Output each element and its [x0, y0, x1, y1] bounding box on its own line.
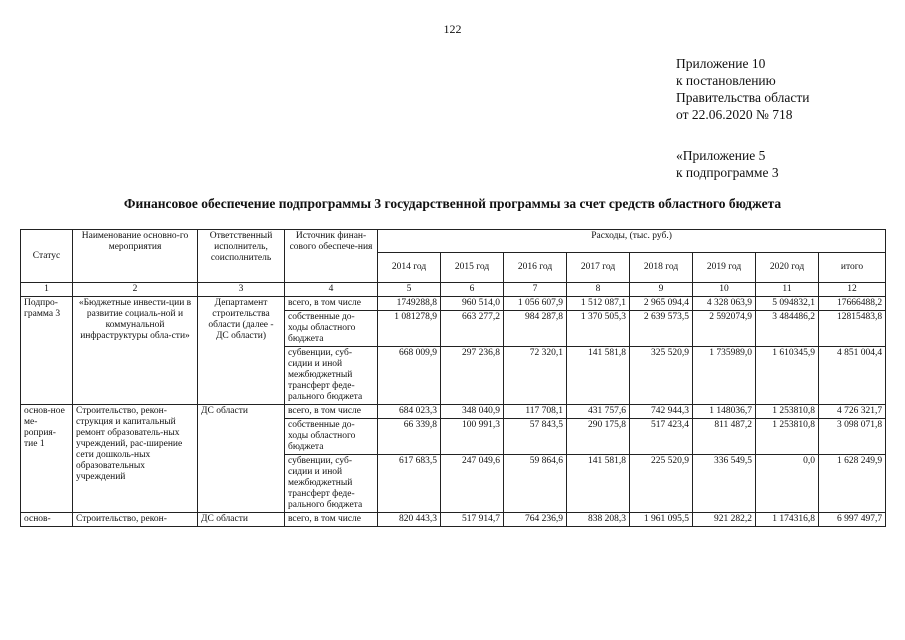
source-cell: собственные до-ходы областного бюджета [285, 311, 378, 347]
value-cell: 59 864,6 [504, 455, 567, 513]
appendix-block [676, 55, 809, 123]
status-cell: основ-ное ме-роприя-тие 1 [21, 405, 73, 513]
value-cell: 921 282,2 [693, 513, 756, 527]
header-name: Наименование основно-го мероприятия [73, 230, 198, 283]
column-number: 1 [21, 283, 73, 297]
value-cell: 684 023,3 [378, 405, 441, 419]
value-cell: 225 520,9 [630, 455, 693, 513]
appendix-line: Приложение 10 [676, 56, 766, 71]
value-cell: 838 208,3 [567, 513, 630, 527]
value-cell: 5 094832,1 [756, 297, 819, 311]
value-cell: 960 514,0 [441, 297, 504, 311]
value-cell: 1 253810,8 [756, 405, 819, 419]
source-cell: субвенции, суб-сидии и иной межбюджетный трансферт феде-рального бюджета [285, 455, 378, 513]
value-cell: 3 484486,2 [756, 311, 819, 347]
header-year: 2016 год [504, 253, 567, 283]
total-cell: 4 851 004,4 [819, 347, 886, 405]
value-cell: 2 639 573,5 [630, 311, 693, 347]
value-cell: 66 339,8 [378, 419, 441, 455]
value-cell: 348 040,9 [441, 405, 504, 419]
header-year: 2017 год [567, 253, 630, 283]
appendix-reference-line: к подпрограмме 3 [676, 165, 779, 180]
column-number: 12 [819, 283, 886, 297]
activity-name-cell: Строительство, рекон-струкция и капитальный ремонт образователь-ных учреждений, рас-ширение сети дошколь-ных образовательных учреждений [73, 405, 198, 513]
value-cell: 742 944,3 [630, 405, 693, 419]
value-cell: 1 512 087,1 [567, 297, 630, 311]
column-number: 3 [198, 283, 285, 297]
value-cell: 325 520,9 [630, 347, 693, 405]
value-cell: 297 236,8 [441, 347, 504, 405]
column-number: 7 [504, 283, 567, 297]
header-year: 2015 год [441, 253, 504, 283]
total-cell: 12815483,8 [819, 311, 886, 347]
value-cell: 0,0 [756, 455, 819, 513]
value-cell: 984 287,8 [504, 311, 567, 347]
header-expenses: Расходы, (тыс. руб.) [378, 230, 886, 253]
total-cell: 4 726 321,7 [819, 405, 886, 419]
value-cell: 820 443,3 [378, 513, 441, 527]
value-cell: 1 081278,9 [378, 311, 441, 347]
executor-cell: ДС области [198, 513, 285, 527]
value-cell: 4 328 063,9 [693, 297, 756, 311]
table-row [21, 297, 886, 311]
activity-name-cell: «Бюджетные инвести-ции в развитие социаль-ной и коммунальной инфраструктуры обла-сти» [73, 297, 198, 405]
header-executor: Ответственный исполнитель, соисполнитель [198, 230, 285, 283]
value-cell: 1 148036,7 [693, 405, 756, 419]
executor-cell: ДС области [198, 405, 285, 513]
value-cell: 431 757,6 [567, 405, 630, 419]
value-cell: 2 592074,9 [693, 311, 756, 347]
value-cell: 668 009,9 [378, 347, 441, 405]
total-cell: 6 997 497,7 [819, 513, 886, 527]
value-cell: 1 610345,9 [756, 347, 819, 405]
value-cell: 2 965 094,4 [630, 297, 693, 311]
value-cell: 57 843,5 [504, 419, 567, 455]
value-cell: 517 423,4 [630, 419, 693, 455]
value-cell: 290 175,8 [567, 419, 630, 455]
header-year: 2019 год [693, 253, 756, 283]
value-cell: 1 370 505,3 [567, 311, 630, 347]
status-cell: основ- [21, 513, 73, 527]
page-number: 122 [443, 22, 462, 36]
value-cell: 811 487,2 [693, 419, 756, 455]
value-cell: 1749288,8 [378, 297, 441, 311]
value-cell: 1 056 607,9 [504, 297, 567, 311]
value-cell: 663 277,2 [441, 311, 504, 347]
source-cell: всего, в том числе [285, 297, 378, 311]
appendix-line: от 22.06.2020 № 718 [676, 107, 793, 122]
column-number: 2 [73, 283, 198, 297]
header-status: Статус [21, 230, 73, 283]
column-number: 11 [756, 283, 819, 297]
value-cell: 617 683,5 [378, 455, 441, 513]
value-cell: 1 253810,8 [756, 419, 819, 455]
value-cell: 100 991,3 [441, 419, 504, 455]
value-cell: 1 961 095,5 [630, 513, 693, 527]
value-cell: 72 320,1 [504, 347, 567, 405]
header-year: 2018 год [630, 253, 693, 283]
value-cell: 517 914,7 [441, 513, 504, 527]
value-cell: 141 581,8 [567, 347, 630, 405]
value-cell: 247 049,6 [441, 455, 504, 513]
status-cell: Подпро-грамма 3 [21, 297, 73, 405]
value-cell: 1 735989,0 [693, 347, 756, 405]
value-cell: 117 708,1 [504, 405, 567, 419]
column-number: 5 [378, 283, 441, 297]
header-total: итого [819, 253, 886, 283]
appendix-line: к постановлению [676, 73, 776, 88]
appendix-reference-line: «Приложение 5 [676, 148, 766, 163]
total-cell: 3 098 071,8 [819, 419, 886, 455]
activity-name-cell: Строительство, рекон- [73, 513, 198, 527]
total-cell: 1 628 249,9 [819, 455, 886, 513]
value-cell: 1 174316,8 [756, 513, 819, 527]
header-year: 2014 год [378, 253, 441, 283]
header-source: Источник финан-сового обеспече-ния [285, 230, 378, 283]
column-number: 6 [441, 283, 504, 297]
table-row [21, 405, 886, 419]
executor-cell: Департамент строительства области (далее - ДС области) [198, 297, 285, 405]
column-number: 10 [693, 283, 756, 297]
source-cell: субвенции, суб-сидии и иной межбюджетный трансферт феде-рального бюджета [285, 347, 378, 405]
header-year: 2020 год [756, 253, 819, 283]
column-number: 8 [567, 283, 630, 297]
appendix-reference-block [676, 147, 779, 181]
source-cell: всего, в том числе [285, 405, 378, 419]
financing-table [20, 229, 886, 527]
source-cell: собственные до-ходы областного бюджета [285, 419, 378, 455]
source-cell: всего, в том числе [285, 513, 378, 527]
appendix-line: Правительства области [676, 90, 810, 105]
column-number: 4 [285, 283, 378, 297]
column-number: 9 [630, 283, 693, 297]
table-row [21, 513, 886, 527]
value-cell: 336 549,5 [693, 455, 756, 513]
total-cell: 17666488,2 [819, 297, 886, 311]
value-cell: 141 581,8 [567, 455, 630, 513]
document-title: Финансовое обеспечение подпрограммы 3 государственной программы за счет средств областного бюджета [123, 196, 782, 211]
value-cell: 764 236,9 [504, 513, 567, 527]
